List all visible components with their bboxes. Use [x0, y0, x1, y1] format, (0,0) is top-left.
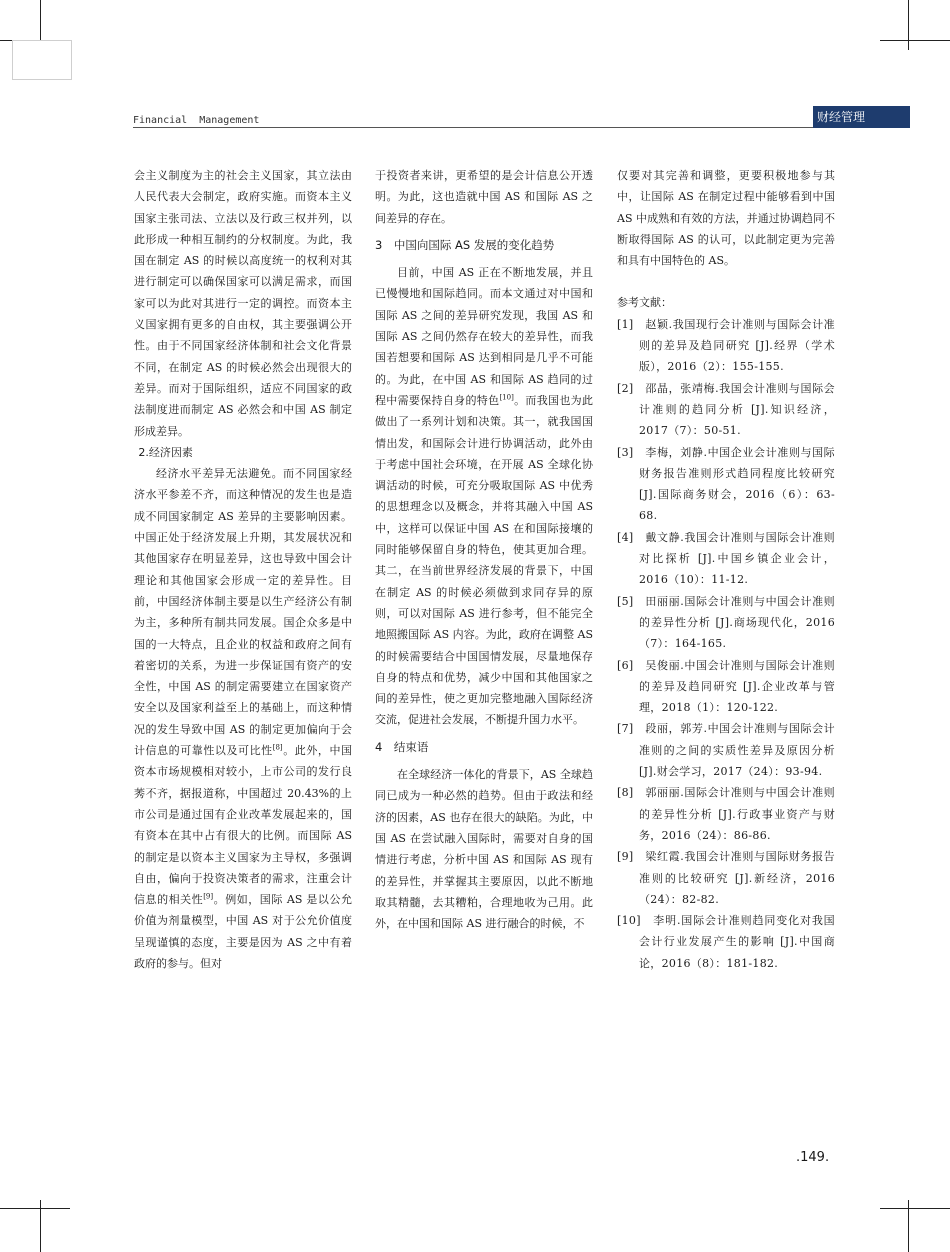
text-column-2: [375, 165, 593, 934]
crop-mark: [880, 1208, 950, 1209]
paragraph: 仅要对其完善和调整，更要积极地参与其中，让国际 AS 在制定过程中能够看到中国 AS 中成熟和有效的方法，并通过协调趋同不断取得国际 AS 的认可，以此制定更为完善和具有中国特色的 AS。: [617, 169, 835, 268]
text-column-1: [134, 165, 352, 974]
crop-mark: [908, 0, 909, 50]
page-number-value: 149: [800, 1150, 825, 1165]
references-heading: 参考文献：: [617, 296, 672, 310]
crop-mark-box: [12, 40, 72, 80]
paragraph-text: 经济水平差异无法避免。而不同国家经济水平参差不齐，而这种情况的发生也是造成不同国家制定 AS 差异的主要影响因素。中国正处于经济发展上升期，其发展状况和其他国家存在明显差异，这也导致中国会计理论和其他国家会形成一定的差异性。目前，中国经济体制主要是以生产经济公有制为主，多种所有制共同发展。国企众多是中国的一大特点，且企业的权益和政府之间有着密切的关系，为进一步保证国有资产的安全性，中国 AS 的制定需要建立在国家资产安全以及国家利益至上的基础上，而这种情况的发生导致中国 AS 的制定更加偏向于会计信息的可靠性以及可比性: [134, 467, 352, 758]
reference-item: [10] 李明.国际会计准则趋同变化对我国会计行业发展产生的影响 [J].中国商论，2016（8）：181-182.: [617, 914, 835, 970]
paragraph: 会主义制度为主的社会主义国家，其立法由人民代表大会制定，政府实施。而资本主义国家主张司法、立法以及行政三权并列，以此形成一种相互制约的分权制度。为此，我国在制定 AS 的时候以高度统一的权利对其进行制定可以确保国家可以满足需求，而国家可以为此对其进行一定的调控。而资本主义国家拥有更多的自由权，其主要强调公开性。由于不同国家经济体制和社会文化背景不同，在制定 AS 的时候必然会出现很大的差异。而对于国际组织，适应不同国家的政法制度进而制定 AS 必然会和中国 AS 制定形成差异。: [134, 169, 352, 438]
subsection-heading: 2.经济因素: [138, 445, 193, 459]
text-column-3: [617, 165, 835, 974]
reference-item: [9] 梁红霞.我国会计准则与国际财务报告准则的比较研究 [J].新经济，2016（24）：82-82.: [617, 850, 835, 906]
paragraph-text: 目前，中国 AS 正在不断地发展，并且已慢慢地和国际趋同。而本文通过对中国和国际 AS 之间的差异研究发现，我国 AS 和国际 AS 之间仍然存在较大的差异性，而我国若想要和国际 AS 达到相同是几乎不可能的。为此，在中国 AS 和国际 AS 趋同的过程中需要保持自身的特色: [375, 266, 593, 407]
citation: [9]: [203, 892, 214, 901]
reference-item: [3] 李梅，刘静.中国企业会计准则与国际财务报告准则形式趋同程度比较研究 [J].国际商务财会，2016（6）：63-68.: [617, 445, 835, 523]
reference-item: [1] 赵颖.我国现行会计准则与国际会计准则的差异及趋同研究 [J].经界（学术版），2016（2）：155-155.: [617, 317, 835, 374]
paragraph-text: 。此外，中国资本市场规模相对较小，上市公司的发行良莠不齐，据报道称，中国超过 20.43%的上市公司是通过国有企业改革发展起来的，国有资本在其中占有很大的比例。而国际 AS 的制定是以资本主义国家为主导权，多强调自由，偏向于投资决策者的需求，注重会计信息的相关性: [134, 744, 352, 907]
reference-item: [2] 邵晶，张靖梅.我国会计准则与国际会计准则的趋同分析 [J].知识经济，2017（7）：50-51.: [617, 381, 835, 438]
paragraph: [134, 463, 352, 974]
paragraph: 于投资者来讲，更希望的是会计信息公开透明。为此，这也造就中国 AS 和国际 AS 之间差异的存在。: [375, 169, 593, 225]
crop-mark: [880, 40, 950, 41]
citation: [8]: [272, 743, 283, 752]
section-heading: 3 中国向国际 AS 发展的变化趋势: [375, 237, 555, 252]
reference-item: [5] 田丽丽.国际会计准则与中国会计准则的差异性分析 [J].商场现代化，2016（7）：164-165.: [617, 594, 835, 651]
paragraph: [375, 262, 593, 731]
reference-item: [6] 吴俊丽.中国会计准则与国际会计准则的差异及趋同研究 [J].企业改革与管理，2018（1）：120-122.: [617, 658, 835, 715]
paragraph: 在全球经济一体化的背景下，AS 全球趋同已成为一种必然的趋势。但由于政法和经济的因素，AS 也存在很大的缺陷。为此，中国 AS 在尝试融入国际时，需要对自身的国情进行考虑，分析中国 AS 和国际 AS 现有的差异性，并掌握其主要原因，以此不断地取其精髓，去其糟粕，合理地收为己用。此外，在中国和国际 AS 进行融合的时候，不: [375, 768, 593, 931]
paragraph-text: 。而我国也为此做出了一系列计划和决策。其一，就我国国情出发，和国际会计进行协调活动，此外由于考虑中国社会环境，在开展 AS 全球化协调活动的时候，可充分吸取国际 AS 中优秀的思想理念以及概念，并将其融入中国 AS 中，这样可以保证中国 AS 在和国际接壤的同时能够保留自身的特色，使其更加合理。其二，在当前世界经济发展的背景下，中国在制定 AS 的时候必须做到求同存异的原则，可以对国际 AS 进行参考，但不能完全地照搬国际 AS 内容。为此，政府在调整 AS 的时候需要结合中国国情发展，尽量地保存自身的特点和优势，减少中国和其他国家之间的差异性，使之更加完整地融入国际经济交流，促进社会发展，不断提升国力水平。: [375, 393, 593, 727]
crop-mark: [0, 1208, 70, 1209]
reference-item: [8] 郭丽丽.国际会计准则与中国会计准则的差异性分析 [J].行政事业资产与财务，2016（24）：86-86.: [617, 786, 835, 842]
section-heading: 4 结束语: [375, 739, 429, 754]
header-rule: [133, 127, 833, 128]
section-badge: 财经管理: [813, 106, 910, 128]
spacer: [617, 271, 835, 292]
citation: [10]: [499, 393, 514, 402]
paragraph-text: 。例如，国际 AS 是以公允价值为剂量模型，中国 AS 对于公允价值度呈现谨慎的态度，主要是因为 AS 之中有着政府的参与。但对: [134, 893, 352, 970]
reference-item: [4] 戴文静.我国会计准则与国际会计准则对比探析 [J].中国乡镇企业会计，2016（10）：11-12.: [617, 530, 835, 587]
journal-name-english: Financial Management: [133, 115, 260, 126]
reference-item: [7] 段丽，郭芳.中国会计准则与国际会计准则的之间的实质性差异及原因分析 [J].财会学习，2017（24）：93-94.: [617, 722, 835, 779]
page-number: .149.: [796, 1150, 830, 1165]
